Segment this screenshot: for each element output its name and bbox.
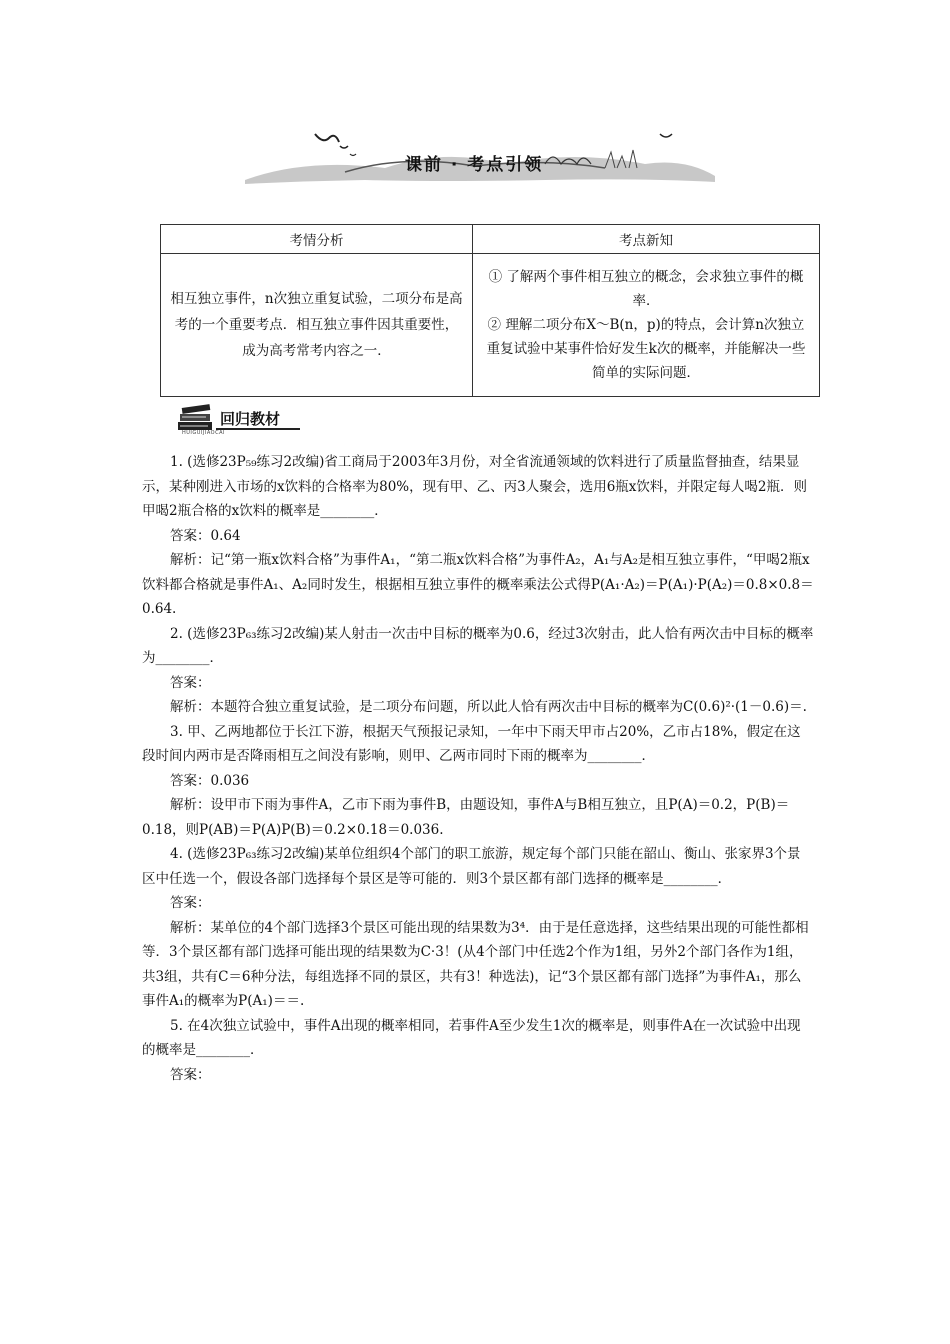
analysis-cell: 相互独立事件，n次独立重复试验，二项分布是高考的一个重要考点．相互独立事件因其重要性，成为高考常考内容之一． <box>161 254 473 397</box>
answer-line: 答案：0.64 <box>170 527 241 544</box>
answer-line: 答案： <box>170 674 211 691</box>
answer-line: 答案：0.036 <box>170 772 250 789</box>
knowledge-item: ② 理解二项分布X～B(n，p)的特点，会计算n次独立重复试验中某事件恰好发生k次的概率，并能解决一些简单的实际问题． <box>486 317 806 381</box>
section-subtitle: HUIGUIJIAOCAI <box>182 430 226 436</box>
question-paragraph: 4. (选修23P₆₃练习2改编)某单位组织4个部门的职工旅游，规定每个部门只能在韶山、衡山、张家界3个景区中任选一个，假设各部门选择每个景区是等可能的．则3个景区都有部门选择的概率是________． <box>142 846 801 887</box>
question-paragraph: 2. (选修23P₆₃练习2改编)某人射击一次击中目标的概率为0.6，经过3次射击，此人恰有两次击中目标的概率为________． <box>142 625 814 666</box>
section-header <box>172 404 312 436</box>
answer-line: 答案： <box>170 895 211 911</box>
question-paragraph: 5. 在4次独立试验中，事件A出现的概率相同，若事件A至少发生1次的概率是，则事件A在一次试验中出现的概率是________． <box>142 1017 801 1058</box>
table-header-knowledge: 考点新知 <box>473 225 820 254</box>
table-header-analysis: 考情分析 <box>161 225 473 254</box>
exercise-content <box>142 450 814 1087</box>
section-title: 回归教材 <box>220 410 281 428</box>
question-paragraph: 3. 甲、乙两地都位于长江下游，根据天气预报记录知，一年中下雨天甲市占20%，乙市占18%，假定在这段时间内两市是否降雨相互之间没有影响，则甲、乙两市同时下雨的概率为________． <box>142 723 801 764</box>
question-paragraph: 1. (选修23P₅₉练习2改编)省工商局于2003年3月份，对全省流通领域的饮料进行了质量监督抽查，结果显示，某种刚进入市场的x饮料的合格率为80%，现有甲、乙、丙3人聚会，选用6瓶x饮料，并限定每人喝2瓶．则甲喝2瓶合格的x饮料的概率是________． <box>142 454 807 519</box>
answer-line: 答案： <box>170 1066 211 1083</box>
info-table <box>160 224 820 397</box>
solution-paragraph: 解析：本题符合独立重复试验，是二项分布问题，所以此人恰有两次击中目标的概率为C(0.6)²·(1－0.6)＝. <box>170 699 807 715</box>
solution-paragraph: 解析：记“第一瓶x饮料合格”为事件A₁，“第二瓶x饮料合格”为事件A₂，A₁与A₂是相互独立事件，“甲喝2瓶x饮料都合格就是事件A₁、A₂同时发生，根据相互独立事件的概率乘法公式得P(A₁·A₂)＝P(A₁)·P(A₂)＝0.8×0.8＝0.64. <box>142 552 814 617</box>
banner-title: 课前 · 考点引领 <box>405 155 544 175</box>
knowledge-item: ① 了解两个事件相互独立的概念，会求独立事件的概率． <box>488 269 804 309</box>
books-icon <box>176 404 218 432</box>
knowledge-cell <box>473 254 820 397</box>
solution-paragraph: 解析：某单位的4个部门选择3个景区可能出现的结果数为3⁴．由于是任意选择，这些结果出现的可能性都相等．3个景区都有部门选择可能出现的结果数为C·3！(从4个部门中任选2个作为1组，另外2个部门各作为1组，共3组，共有C＝6种分法，每组选择不同的景区，共有3！种选法)，记“3个景区都有部门选择”为事件A₁，那么事件A₁的概率为P(A₁)＝＝. <box>142 919 809 1009</box>
section-underline <box>216 428 300 430</box>
solution-paragraph: 解析：设甲市下雨为事件A，乙市下雨为事件B，由题设知，事件A与B相互独立，且P(A)＝0.2，P(B)＝0.18，则P(AB)＝P(A)P(B)＝0.2×0.18＝0.036. <box>142 797 790 838</box>
